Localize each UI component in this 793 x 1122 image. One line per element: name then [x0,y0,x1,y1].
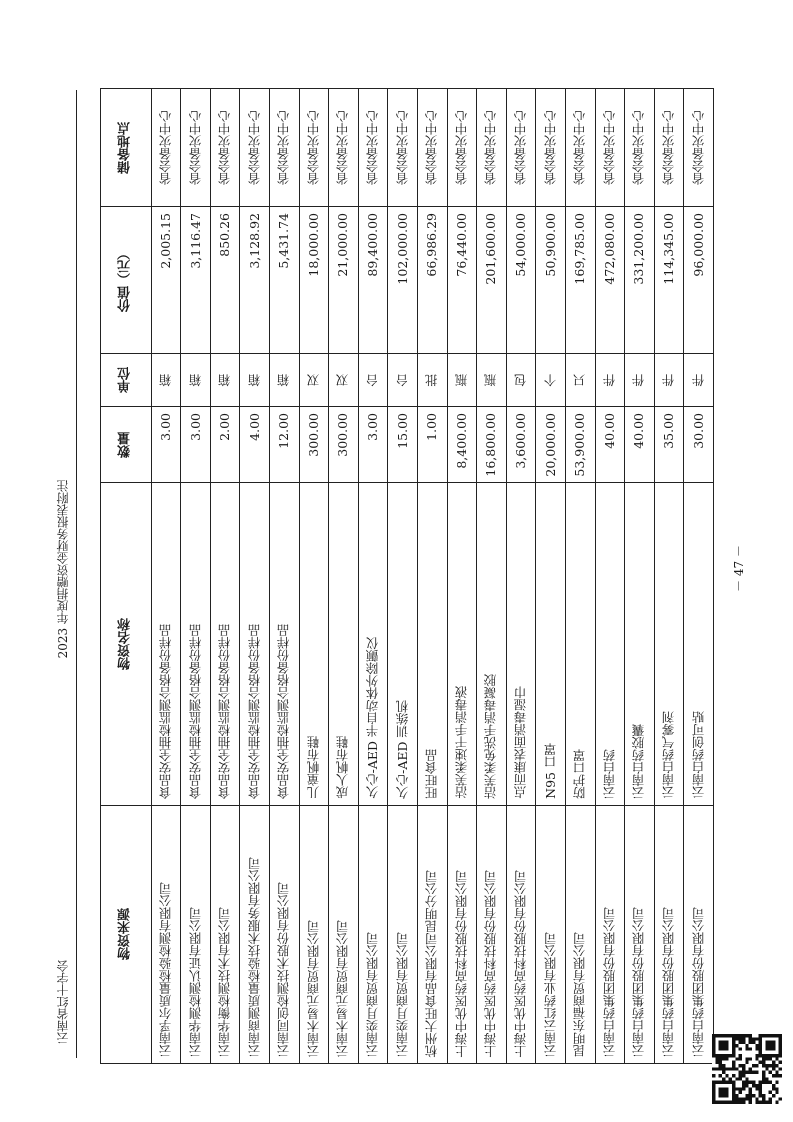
cell-text: 53,900.00 [572,413,588,477]
table-cell [625,483,655,806]
table-cell [151,483,181,806]
cell-text: 云南白药集团股份有限公司 [631,907,647,1057]
table-band [101,207,714,353]
cell-text: 35.00 [661,413,676,450]
cell-text: 台 [394,373,410,387]
table-cell [358,89,388,207]
table-cell [181,89,211,207]
cell-text: 洁芙柔免洗手消毒凝胶 [483,673,499,799]
cell-text: 50,900.00 [542,213,558,277]
table-cell [447,805,477,1063]
table-cell [299,483,329,806]
table-cell [477,805,507,1063]
cell-text: 云南白药集团股份有限公司 [690,907,706,1057]
table-cell [388,407,418,483]
cell-text: 件 [631,373,647,387]
table-cell [299,353,329,407]
table-cell [269,89,299,207]
cell-text: 3,128.92 [246,213,262,269]
table-cell [417,89,447,207]
table-cell [181,407,211,483]
table-cell [388,207,418,353]
cell-text: 20,000.00 [542,413,558,477]
table-cell [151,353,181,407]
donation-table-wrap [100,88,714,1064]
cell-text: 杭州大旺食品有限公司昆明分公司 [424,869,440,1057]
cell-text: 省会备灾中心 [542,110,558,186]
table-cell [240,207,270,353]
cell-text: 300.00 [335,413,351,458]
table-cell [654,89,684,207]
cell-text: 久心-AED 训练机 [394,699,410,799]
cell-text: 472,080.00 [601,213,617,285]
cell-text: 云南奕月商贸有限公司 [365,932,381,1057]
cell-text: 省会备灾中心 [365,110,381,186]
table-cell [684,483,714,806]
cell-text: 箱 [246,373,262,387]
cell-text: 3.00 [365,413,381,442]
cell-text: 食品安全抽检监测合格备份样品 [217,623,233,799]
cell-text: 箱 [187,373,203,387]
table-cell [417,207,447,353]
table-cell [477,207,507,353]
table-cell [625,353,655,407]
table-cell [210,805,240,1063]
cell-text: 台 [365,373,381,387]
table-cell [595,805,625,1063]
table-cell [210,483,240,806]
cell-text: 云南白药集团股份有限公司 [601,907,617,1057]
table-cell [506,353,536,407]
cell-text: 省会备灾中心 [187,110,203,186]
cell-text: 云南白药胶囊 [631,723,647,799]
cell-text: 箱 [217,373,233,387]
table-cell [447,483,477,806]
cell-text: 云南白药气雾剂 [661,711,676,799]
table-cell [536,805,566,1063]
table-cell [210,407,240,483]
table-cell [388,89,418,207]
cell-text: 850.26 [217,213,233,258]
cell-text: 省会备灾中心 [601,110,617,186]
table-cell [358,805,388,1063]
column-header [101,353,152,407]
column-header [101,407,152,483]
table-cell [329,207,359,353]
cell-text: 点而康表面消毒湿巾 [513,686,529,799]
cell-text: 3.00 [157,413,173,442]
table-cell [358,483,388,806]
cell-text: 18,000.00 [305,213,321,277]
table-cell [684,407,714,483]
table-cell [240,89,270,207]
table-cell [595,483,625,806]
cell-text: 云南奕月商贸有限公司 [394,932,410,1057]
cell-text: 8,400.00 [453,413,469,469]
cell-text: 儿童帆布鞋 [305,736,321,799]
cell-text: 16,800.00 [483,413,499,477]
table-band [101,353,714,407]
cell-text: 包 [513,373,529,387]
cell-text: 省会备灾中心 [335,110,351,186]
cell-text: 89,400.00 [365,213,381,277]
table-cell [447,89,477,207]
table-cell [329,483,359,806]
cell-text: 169,785.00 [572,213,588,285]
table-cell [595,207,625,353]
cell-text: 云南木易元商贸有限公司 [335,919,351,1057]
table-cell [329,407,359,483]
table-band [101,483,714,806]
table-cell [625,89,655,207]
cell-text: 省会备灾中心 [217,110,233,186]
cell-text: 21,000.00 [335,213,351,277]
cell-text: 云南白药 [601,748,617,799]
table-cell [269,805,299,1063]
table-cell [565,483,595,806]
cell-text: 省会备灾中心 [276,110,292,186]
cell-text: 云南华测检测认证有限公司 [187,907,203,1057]
cell-text: 102,000.00 [394,213,410,285]
table-cell [654,483,684,806]
table-cell [358,407,388,483]
table-cell [595,353,625,407]
table-cell [388,353,418,407]
cell-text: 15.00 [394,413,410,450]
table-cell [595,407,625,483]
table-cell [299,89,329,207]
column-header-label: 单位 [117,366,133,393]
table-cell [388,805,418,1063]
table-cell [417,353,447,407]
cell-text: 省会备灾中心 [572,110,588,186]
table-cell [506,805,536,1063]
cell-text: 省会备灾中心 [513,110,529,186]
table-cell [506,407,536,483]
column-header [101,207,152,353]
cell-text: 云南白药创可贴 [690,711,706,799]
table-cell [684,89,714,207]
table-cell [358,207,388,353]
table-cell [151,805,181,1063]
cell-text: 昆明东福商贸有限公司 [572,932,588,1057]
table-band [101,407,714,483]
cell-text: 76,440.00 [453,213,469,277]
column-header [101,89,152,207]
table-cell [210,207,240,353]
table-cell [417,483,447,806]
table-cell [269,353,299,407]
table-cell [654,805,684,1063]
table-cell [417,805,447,1063]
table-cell [388,483,418,806]
cell-text: 箱 [276,373,292,387]
cell-text: 3,600.00 [513,413,529,469]
cell-text: 云南云红药业有限公司 [542,932,558,1057]
table-cell [181,207,211,353]
cell-text: 省会备灾中心 [453,110,469,186]
cell-text: 省会备灾中心 [305,110,321,186]
table-cell [299,407,329,483]
table-cell [210,353,240,407]
table-cell [181,353,211,407]
table-cell [654,207,684,353]
table-cell [240,407,270,483]
cell-text: 瓶 [453,373,469,387]
cell-text: 双 [335,373,351,387]
table-cell [240,483,270,806]
cell-text: 食品安全抽检监测合格备份样品 [187,623,203,799]
table-cell [151,407,181,483]
table-cell [329,805,359,1063]
cell-text: 只 [572,373,588,387]
header-title: 2023 年度捐赠资金财务报表附注 [56,480,70,659]
table-cell [151,207,181,353]
cell-text: 40.00 [601,413,617,450]
table-cell [477,483,507,806]
table-cell [595,89,625,207]
cell-text: 40.00 [631,413,647,450]
table-cell [506,483,536,806]
cell-text: 201,600.00 [483,213,499,285]
table-cell [565,805,595,1063]
table-cell [329,89,359,207]
cell-text: 4.00 [246,413,262,442]
table-cell [210,89,240,207]
cell-text: 2,005.15 [157,213,173,269]
table-cell [447,407,477,483]
column-header-label: 物资名称 [117,618,133,671]
table-cell [536,407,566,483]
cell-text: 54,000.00 [513,213,529,277]
cell-text: 331,200.00 [631,213,647,285]
table-cell [536,89,566,207]
donation-table [100,88,714,1064]
table-cell [565,407,595,483]
cell-text: 300.00 [305,413,321,458]
cell-text: 双 [305,373,321,387]
table-cell [151,89,181,207]
table-cell [477,89,507,207]
table-cell [329,353,359,407]
cell-text: 12.00 [276,413,292,450]
cell-text: 30.00 [690,413,706,450]
table-cell [684,353,714,407]
table-cell [477,407,507,483]
cell-text: 云南商测质量检验技术服务有限公司 [246,857,262,1057]
cell-text: 云南孚尔质量检验检测有限公司 [157,882,173,1057]
cell-text: 66,986.29 [424,213,440,277]
header-org: 云南省红十字会 [56,960,70,1044]
cell-text: 件 [690,373,706,387]
cell-text: 云南木易元商贸有限公司 [305,919,321,1057]
cell-text: 个 [542,373,558,387]
column-header-label: 数量 [117,431,133,458]
cell-text: 省会备灾中心 [690,110,706,186]
cell-text: 上海中优医药高科技股份有限公司 [453,869,469,1057]
cell-text: 云南华衡检测技术有限公司 [217,907,233,1057]
cell-text: 省会备灾中心 [631,110,647,186]
cell-text: 久心-AED 半自动体外除颤仪 [365,637,381,799]
table-cell [625,207,655,353]
column-header [101,805,152,1063]
table-cell [269,407,299,483]
table-cell [447,353,477,407]
cell-text: 上海中优医药高科技股份有限公司 [513,869,529,1057]
cell-text: 96,000.00 [690,213,706,277]
cell-text: 批 [424,373,440,387]
table-cell [181,483,211,806]
qr-code-icon [712,1034,782,1104]
column-header-label: 价值（元） [117,247,133,313]
table-cell [299,805,329,1063]
table-cell [269,483,299,806]
table-cell [625,805,655,1063]
cell-text: 瓶 [483,373,499,387]
table-cell [358,353,388,407]
table-cell [506,207,536,353]
cell-text: 成人帆布鞋 [335,736,351,799]
cell-text: 云南白药集团股份有限公司 [661,907,676,1057]
table-cell [565,353,595,407]
column-header [101,483,152,806]
cell-text: 3,116.47 [187,213,203,269]
cell-text: 5,431.74 [276,213,292,269]
cell-text: 2.00 [217,413,233,442]
cell-text: 省会备灾中心 [394,110,410,186]
table-cell [565,207,595,353]
table-cell [536,207,566,353]
table-cell [269,207,299,353]
cell-text: N95 口罩 [542,743,558,799]
cell-text: 箱 [157,373,173,387]
table-cell [654,353,684,407]
cell-text: 省会备灾中心 [424,110,440,186]
table-cell [299,207,329,353]
cell-text: 114,345.00 [661,213,676,285]
table-cell [240,805,270,1063]
table-band [101,89,714,207]
page-number: － 47 － [732,545,746,592]
cell-text: 防护口罩 [572,748,588,799]
column-header-label: 储备地点 [117,121,133,174]
table-cell [477,353,507,407]
cell-text: 件 [601,373,617,387]
table-cell [506,89,536,207]
cell-text: 省会备灾中心 [157,110,173,186]
table-cell [654,407,684,483]
cell-text: 洁芙柔速干手消毒液 [453,686,469,799]
table-cell [417,407,447,483]
cell-text: 3.00 [187,413,203,442]
cell-text: 上海中优医药高科技股份有限公司 [483,869,499,1057]
cell-text: 食品安全抽检监测合格备份样品 [276,623,292,799]
cell-text: 食品安全抽检监测合格备份样品 [157,623,173,799]
cell-text: 件 [661,373,676,387]
cell-text: 1.00 [424,413,440,442]
cell-text: 省会备灾中心 [661,110,676,186]
table-cell [565,89,595,207]
table-cell [181,805,211,1063]
cell-text: 省会备灾中心 [246,110,262,186]
table-cell [625,407,655,483]
table-cell [684,805,714,1063]
table-cell [536,353,566,407]
cell-text: 旺旺食品 [424,748,440,799]
table-cell [447,207,477,353]
table-cell [684,207,714,353]
column-header-label: 物资来源 [117,908,133,961]
table-band [101,805,714,1063]
cell-text: 云南同创检测技术股份有限公司 [276,882,292,1057]
cell-text: 省会备灾中心 [483,110,499,186]
cell-text: 食品安全抽检监测合格备份样品 [246,623,262,799]
table-cell [536,483,566,806]
table-cell [240,353,270,407]
